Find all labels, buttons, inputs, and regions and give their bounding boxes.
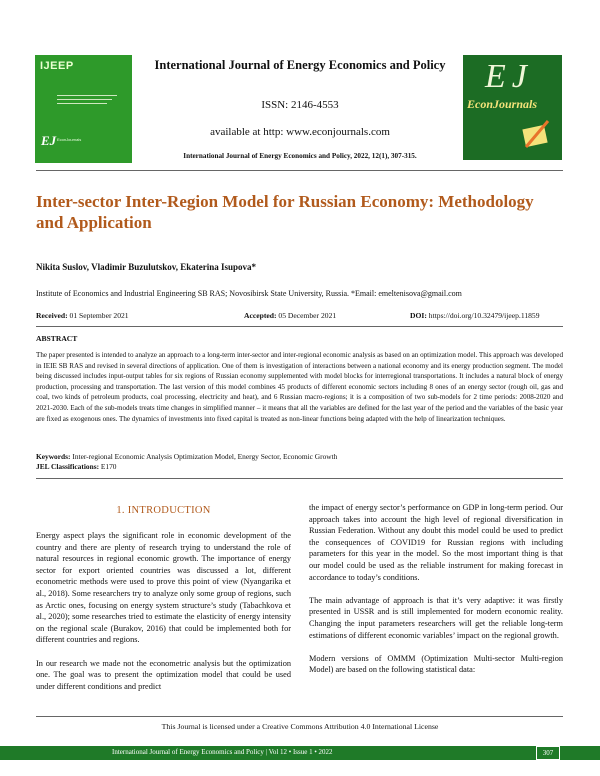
cover-line: [57, 99, 112, 100]
citation-line: International Journal of Energy Economics and Policy, 2022, 12(1), 307-315.: [183, 152, 417, 160]
header-divider: [36, 170, 563, 171]
license-notice: This Journal is licensed under a Creative Commons Attribution 4.0 International License: [161, 722, 439, 731]
abstract-divider: [36, 326, 563, 327]
keywords-block: [36, 452, 563, 472]
left-column: [36, 530, 291, 704]
authors: Nikita Suslov, Vladimir Buzulutskov, Ekaterina Isupova*: [36, 262, 256, 272]
issn: ISSN: 2146-4553: [261, 99, 339, 111]
econjournals-logo: [463, 55, 562, 160]
cover-line: [57, 103, 107, 104]
pen-paper-icon: [518, 117, 554, 151]
cover-sub: EconJournals: [57, 137, 82, 142]
abstract-heading: ABSTRACT: [36, 334, 78, 343]
received: Received: 01 September 2021: [36, 311, 129, 320]
availability-link[interactable]: available at http: www.econjournals.com: [210, 126, 390, 138]
abstract-text: The paper presented is intended to analyze an approach to a long-term inter-sector and inter-regional economic analysis as based on an optimization model. This approach was developed in IEIE SB RAS and revised in several directions of application. One of them is investigation of interactions between a national economy and its energy production segment. The model being discussed includes input-output tables for six regions of Russian economy supplemented with model blocks for interregional transportations. It includes a natural block of energy production, processing and transportation. The last version of this model combines 45 products of different economic sectors including 8 ones of an energy sector (rough oil, gas and coal, two kinds of petroleum products, coal processing, electricity and heat), and 6 Russian macro-regions; it is a composition of two sub-models for 2 time periods: 2008-2020 and 2021-2030. Each of the sub-models treats time changes in simplified manner – it means that all the variables are defined for the last year of the period and the variables of the basic year are fixed as exogenous ones. The dynamics of investments into fixed capital is treated as non-linear functions being adapted with the help of linearization techniques.: [36, 351, 563, 423]
footer-journal-line: International Journal of Energy Economics and Policy | Vol 12 • Issue 1 • 2022: [112, 748, 333, 756]
econjournals-wordmark: EconJournals: [467, 97, 538, 111]
right-column: [309, 502, 563, 688]
page-number: 307: [536, 746, 560, 760]
paragraph: the impact of energy sector’s performance on GDP in long-term period. Our approach takes into account the high level of regional diversification in Russian Federation. Without any doubt this model could be used to predict the consequences of COVID19 for Russian regions with including parameters for this year in the model. So the most important thing is that our model could be used as the reliable instrument for making forecast in accordance to today’s conditions.: [309, 503, 563, 582]
cover-title: IJEEP: [40, 60, 74, 72]
doi-link[interactable]: DOI: https://doi.org/10.32479/ijeep.11859: [410, 311, 540, 320]
section-heading: 1. INTRODUCTION: [116, 505, 211, 516]
cover-line: [57, 95, 117, 96]
jel-classifications: JEL Classifications: E170: [36, 462, 117, 471]
body-divider: [36, 478, 563, 479]
article-title: Inter-sector Inter-Region Model for Russian Economy: Methodology and Application: [36, 192, 534, 232]
cover-badge: EJ: [41, 133, 57, 148]
affiliation: Institute of Economics and Industrial Engineering SB RAS; Novosibirsk State University, Russia. *Email: emeltenisova@gmail.com: [36, 289, 462, 298]
paragraph: Energy aspect plays the significant role in economic development of the country and there are plenty of research trying to understand the role of natural resources in regional economic growth. The importance of energy sector for export oriented countries was discussed a lot, different econometric methods were used to prove this point of view (Nyangarika et al., 2018). Some researchers try to analyze only some group of regions, such as Arctic ones, focusing on energy system structure’s study (Tabachkova et al., 2020); some researches tried to estimate the elasticity of energy intensity on the regional scale (Burakov, 2016) that could be implemented both for different countries and regions.: [36, 531, 291, 645]
keywords: Keywords: Inter-regional Economic Analysis Optimization Model, Energy Sector, Economic Growth: [36, 452, 338, 461]
paragraph: The main advantage of approach is that it’s very adaptive: it was firstly presented in USSR and is still implemented for modern economic reality. Changing the input parameters researchers will get the reliable long-term estimations of different economic variables’ impact on the regional growth.: [309, 595, 563, 640]
journal-cover-logo: [35, 55, 132, 163]
accepted: Accepted: 05 December 2021: [244, 311, 337, 320]
footer-divider: [36, 716, 563, 717]
journal-name: International Journal of Energy Economics and Policy: [154, 58, 446, 72]
paragraph: In our research we made not the econometric analysis but the optimization one. The goal was to present the optimization model that could be used under different conditions and predict: [36, 658, 291, 691]
paragraph: Modern versions of OMMM (Optimization Multi-sector Multi-region Model) are based on the following statistical data:: [309, 653, 563, 675]
ej-mark: EJ: [485, 58, 533, 95]
